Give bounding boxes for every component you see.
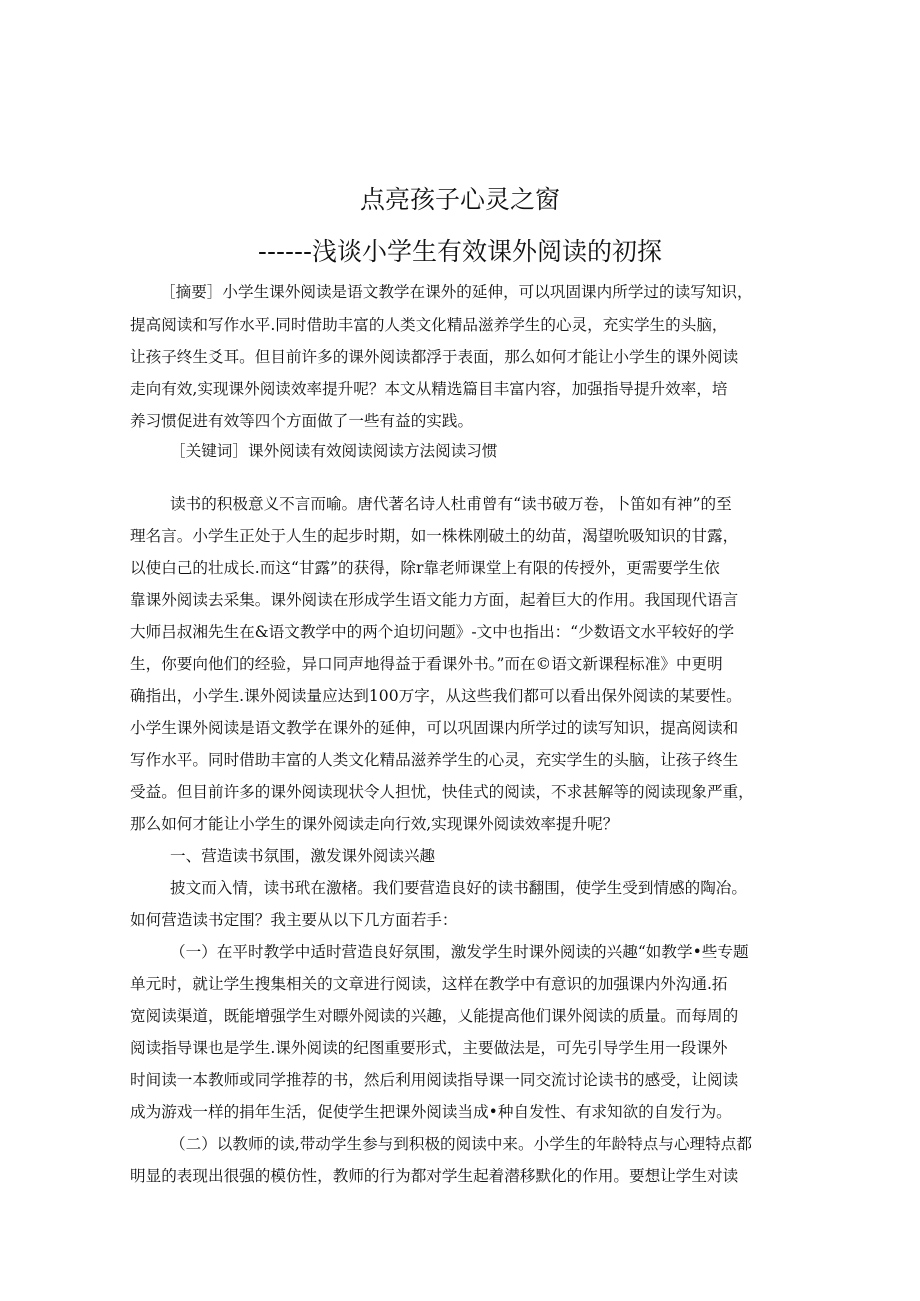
section-heading: 一、营造读书氛围，激发课外阅读兴趣: [170, 847, 436, 865]
section-line: 如何营造读书定围？我主要从以下几方面若手：: [130, 911, 458, 929]
body-line: 小学生课外阅读是语文教学在课外的延伸，可以巩固课内所学过的读写知识，提高阅读和: [130, 719, 739, 737]
abstract-line: ［摘要］小学生课外阅读是语文教学在课外的延伸，可以巩固课内所学过的读写知识，: [160, 283, 753, 301]
item-line: （二）以教师的读,带动学生参与到积极的阅读中来。小学生的年龄特点与心理特点都: [170, 1135, 752, 1153]
body-line: 以使白己的壮成长.而这“甘露”的获得，除r靠老师课堂上有限的传授外，更需要学生依: [130, 559, 720, 577]
body-line: 受益。但目前许多的课外阅读现状令人担忧，快佳式的阅读，不求甚解等的阅读现象严重，: [130, 783, 754, 801]
item-line: 时间读一本教师或同学推荐的书，然后利用阅读指导课一同交流讨论读书的感受，让阅读: [130, 1071, 739, 1089]
body-line: 确指出，小学生.课外阅读量应达到100万字，从这些我们都可以看出保外阅读的某要性。: [130, 687, 742, 705]
page-subtitle: ------浅谈小学生有效课外阅读的初探: [257, 237, 663, 266]
abstract-line: 提高阅读和写作水平.同时借助丰富的人类文化精品滋养学生的心灵，充实学生的头脑，: [130, 316, 728, 334]
item-line: （一）在平时教学中适时营造良好氛围，激发学生时课外阅读的兴趣“如教学•些专题: [170, 943, 749, 961]
keywords-line: ［关键词］课外阅读有效阅读阅读方法阅读习惯: [170, 442, 498, 460]
abstract-line: 让孩子终生爻耳。但目前许多的课外阅读都浮于表面，那么如何才能让小学生的课外阅读: [130, 348, 739, 366]
body-line: 生，你要向他们的经验，异口同声地得益于看课外书。”而在©语文新课程标准》中更明: [130, 655, 723, 673]
item-line: 单元时，就让学生搜集相关的文章进行阅读，这样在教学中有意识的加强课内外沟通.拓: [130, 975, 728, 993]
body-line: 大师吕叔湘先生在&语文教学中的两个迫切问题》-文中也指出：“少数语文水平较好的学: [130, 623, 735, 641]
section-line: 披文而入情，读书玳在激楮。我们要营造良好的读书翻围，使学生受到情感的陶冶。: [170, 879, 747, 897]
body-line: 读书的积极意义不言而喻。唐代著名诗人杜甫曾有“读书破万卷，卜笛如有神”的至: [170, 495, 732, 513]
body-line: 写作水平。同时借助丰富的人类文化精品滋养学生的心灵，充实学生的头脑，让孩子终生: [130, 751, 739, 769]
body-line: 靠课外阅读去采集。课外阅读在形成学生语文能力方面，起着巨大的作用。我国现代语言: [130, 591, 739, 609]
page-title: 点亮孩子心灵之窗: [359, 185, 560, 214]
item-line: 宽阅读渠道，既能增强学生对瞟外阅读的兴趣，乂能提高他们课外阅读的质量。而每周的: [130, 1007, 739, 1025]
item-line: 成为游戏一样的捐年生活，促使学生把课外阅读当成•种自发性、有求知欲的自发行为。: [130, 1103, 732, 1121]
item-line: 明显的表现出很强的模仿性，教师的行为都对学生起着潜移默化的作用。要想让学生对读: [130, 1167, 739, 1185]
item-line: 阅读指导课也是学生.课外阅读的纪图重要形式，主要做法是，可先引导学生用一段课外: [130, 1039, 728, 1057]
body-line: 理名言。小学生正处于人生的起步时期，如一株株刚破土的幼苗，渴望吮吸知识的甘露，: [130, 527, 739, 545]
abstract-line: 走向有效,实现课外阅读效率提升呢？本文从精选篇目丰富内容，加强指导提升效率，培: [130, 380, 728, 398]
abstract-line: 养习惯促进有效等四个方面做了一些有益的实践。: [130, 412, 474, 430]
body-line: 那么如何才能让小学生的课外阅读走向行效,实现课外阅读效率提升呢？: [130, 815, 619, 833]
